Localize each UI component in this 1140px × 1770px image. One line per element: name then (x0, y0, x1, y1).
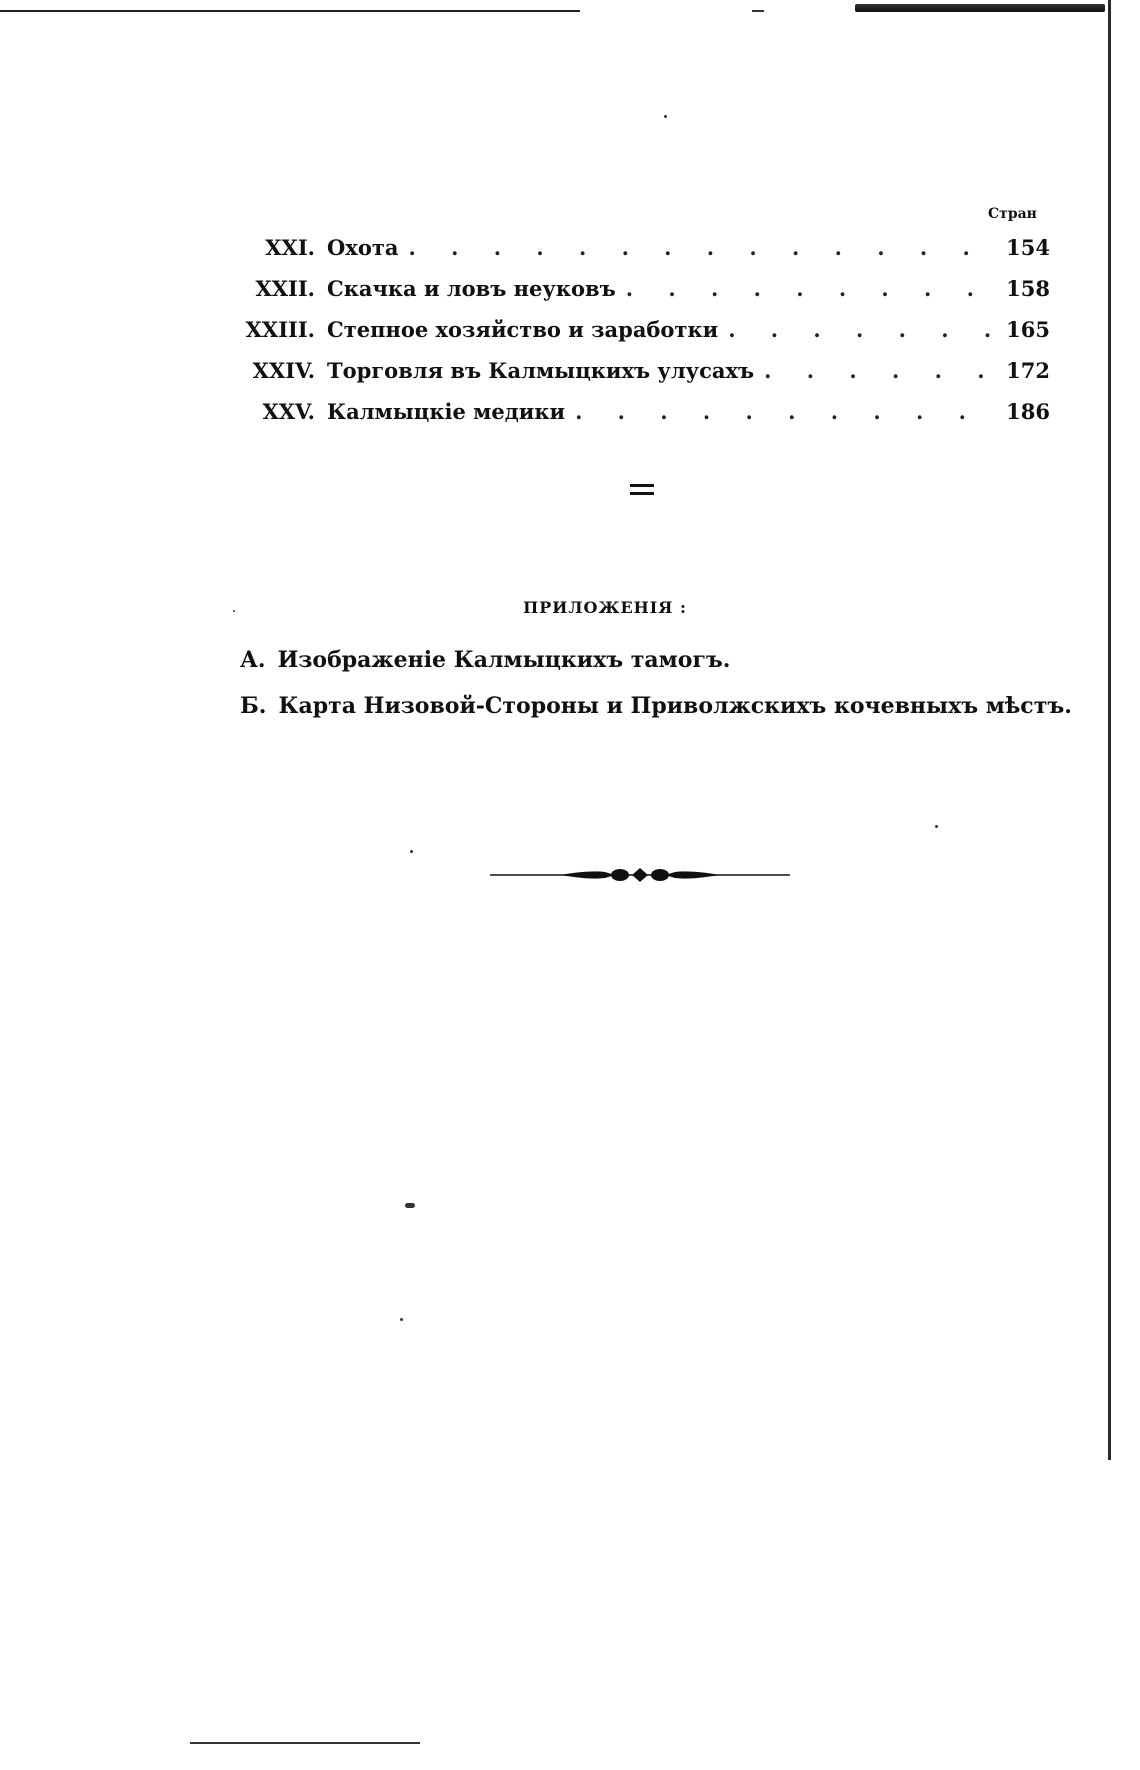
chapter-title: Степное хозяйство и заработки (327, 317, 719, 342)
appendix-letter: Б. (240, 693, 267, 719)
toc-entry (230, 394, 1050, 435)
appendix-heading: ПРИЛОЖЕНІЯ : (523, 598, 687, 617)
scan-edge-mark (752, 10, 764, 12)
scan-speck (664, 115, 667, 118)
scan-edge-top-right (855, 4, 1105, 12)
chapter-number: XXIV. (252, 358, 315, 383)
page-number: 186 (1006, 399, 1050, 424)
appendix-letter: А. (240, 647, 266, 673)
ornament-divider (490, 860, 790, 890)
dot-leader (728, 312, 990, 348)
chapter-title: Охота (327, 235, 399, 260)
dot-leader (408, 230, 990, 266)
section-divider (630, 484, 654, 500)
dot-leader (575, 394, 990, 430)
chapter-title: Калмыцкіе медики (327, 399, 566, 424)
appendix-item (240, 640, 1072, 686)
toc-entry (230, 312, 1050, 353)
chapter-title: Скачка и ловъ неуковъ (327, 276, 616, 301)
scan-edge-right (1108, 0, 1111, 1460)
page-number: 172 (1006, 358, 1050, 383)
table-of-contents (230, 230, 1050, 435)
appendix-text: Карта Низовой-Стороны и Приволжскихъ кочевныхъ мѣстъ. (278, 693, 1072, 719)
scan-edge-top (0, 10, 580, 12)
page-number: 158 (1006, 276, 1050, 301)
toc-entry (230, 353, 1050, 394)
page-number: 165 (1006, 317, 1050, 342)
page-column-header: Стран (988, 206, 1037, 222)
dot-leader (626, 271, 990, 307)
scan-speck (935, 825, 938, 828)
dot-leader (764, 353, 990, 389)
chapter-number: XXII. (255, 276, 315, 301)
chapter-number: XXI. (265, 235, 315, 260)
appendix-item (240, 686, 1072, 732)
scan-speck (400, 1318, 403, 1321)
scan-speck (405, 1203, 415, 1208)
scan-edge-bottom (190, 1742, 420, 1744)
scan-speck (410, 850, 413, 853)
appendix-text: Изображеніе Калмыцкихъ тамогъ. (277, 647, 731, 673)
chapter-title: Торговля въ Калмыцкихъ улусахъ (327, 358, 755, 383)
chapter-number: XXV. (262, 399, 315, 424)
toc-entry (230, 271, 1050, 312)
chapter-number: XXIII. (245, 317, 315, 342)
page-number: 154 (1006, 235, 1050, 260)
appendix-list (240, 640, 1072, 732)
toc-entry (230, 230, 1050, 271)
